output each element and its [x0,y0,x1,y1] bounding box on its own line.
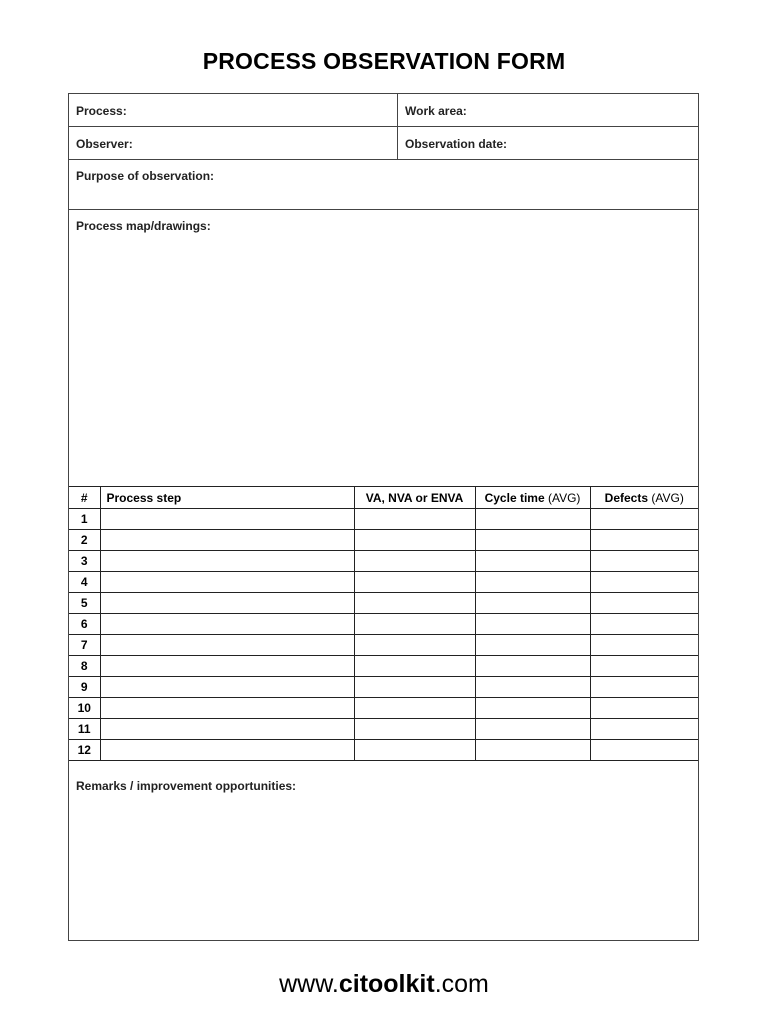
header-defects: Defects (AVG) [590,487,698,509]
purpose-label: Purpose of observation: [76,169,215,183]
table-row [69,698,698,719]
defects-cell[interactable] [590,572,698,593]
table-row [69,635,698,656]
header-number: # [69,487,100,509]
cycle-time-cell[interactable] [475,530,590,551]
defects-cell[interactable] [590,635,698,656]
process-steps-table [69,486,698,761]
process-step-cell[interactable] [100,635,354,656]
work-area-label: Work area: [405,104,467,118]
va-cell[interactable] [354,509,475,530]
cycle-time-cell[interactable] [475,677,590,698]
process-step-cell[interactable] [100,740,354,761]
row-process [69,94,698,127]
observation-date-field[interactable] [398,127,698,159]
va-cell[interactable] [354,656,475,677]
table-row [69,509,698,530]
header-va-nva-enva: VA, NVA or ENVA [354,487,475,509]
va-cell[interactable] [354,614,475,635]
process-map-area[interactable] [69,210,698,486]
cycle-time-cell[interactable] [475,698,590,719]
defects-cell[interactable] [590,530,698,551]
process-step-cell[interactable] [100,551,354,572]
defects-cell[interactable] [590,551,698,572]
form-title: PROCESS OBSERVATION FORM [202,48,566,74]
table-row [69,551,698,572]
cycle-time-cell[interactable] [475,614,590,635]
table-row [69,677,698,698]
table-row [69,719,698,740]
va-cell[interactable] [354,719,475,740]
va-cell[interactable] [354,740,475,761]
observation-form [68,93,699,941]
defects-cell[interactable] [590,593,698,614]
process-field[interactable] [69,94,398,126]
cycle-time-cell[interactable] [475,740,590,761]
table-row [69,656,698,677]
observation-date-label: Observation date: [405,137,508,151]
work-area-field[interactable] [398,94,698,126]
footer-url[interactable]: www.citoolkit.com [279,970,489,998]
va-cell[interactable] [354,635,475,656]
process-label: Process: [76,104,127,118]
row-number: 9 [69,677,100,698]
observer-field[interactable] [69,127,398,159]
defects-cell[interactable] [590,656,698,677]
defects-cell[interactable] [590,740,698,761]
va-cell[interactable] [354,551,475,572]
process-step-cell[interactable] [100,614,354,635]
defects-cell[interactable] [590,614,698,635]
table-header-row [69,487,698,509]
defects-cell[interactable] [590,719,698,740]
process-step-cell[interactable] [100,719,354,740]
process-step-cell[interactable] [100,593,354,614]
row-number: 6 [69,614,100,635]
cycle-time-cell[interactable] [475,719,590,740]
cycle-time-cell[interactable] [475,593,590,614]
observer-label: Observer: [76,137,133,151]
cycle-time-cell[interactable] [475,635,590,656]
row-number: 12 [69,740,100,761]
table-row [69,593,698,614]
va-cell[interactable] [354,593,475,614]
va-cell[interactable] [354,677,475,698]
row-number: 3 [69,551,100,572]
row-number: 5 [69,593,100,614]
table-row [69,614,698,635]
process-step-cell[interactable] [100,677,354,698]
process-map-label: Process map/drawings: [76,219,211,233]
header-process-step: Process step [100,487,354,509]
process-step-cell[interactable] [100,530,354,551]
cycle-time-cell[interactable] [475,656,590,677]
row-number: 1 [69,509,100,530]
defects-cell[interactable] [590,509,698,530]
process-step-cell[interactable] [100,509,354,530]
row-observer [69,127,698,160]
process-step-cell[interactable] [100,656,354,677]
defects-cell[interactable] [590,677,698,698]
row-number: 2 [69,530,100,551]
row-number: 7 [69,635,100,656]
row-number: 10 [69,698,100,719]
row-number: 4 [69,572,100,593]
table-row [69,740,698,761]
header-cycle-time: Cycle time (AVG) [475,487,590,509]
row-number: 8 [69,656,100,677]
process-step-cell[interactable] [100,572,354,593]
va-cell[interactable] [354,530,475,551]
remarks-label: Remarks / improvement opportunities: [76,779,297,793]
remarks-area[interactable] [69,771,698,940]
cycle-time-cell[interactable] [475,551,590,572]
row-number: 11 [69,719,100,740]
table-row [69,530,698,551]
purpose-field[interactable] [69,160,698,210]
table-row [69,572,698,593]
va-cell[interactable] [354,572,475,593]
va-cell[interactable] [354,698,475,719]
process-step-cell[interactable] [100,698,354,719]
cycle-time-cell[interactable] [475,509,590,530]
defects-cell[interactable] [590,698,698,719]
cycle-time-cell[interactable] [475,572,590,593]
